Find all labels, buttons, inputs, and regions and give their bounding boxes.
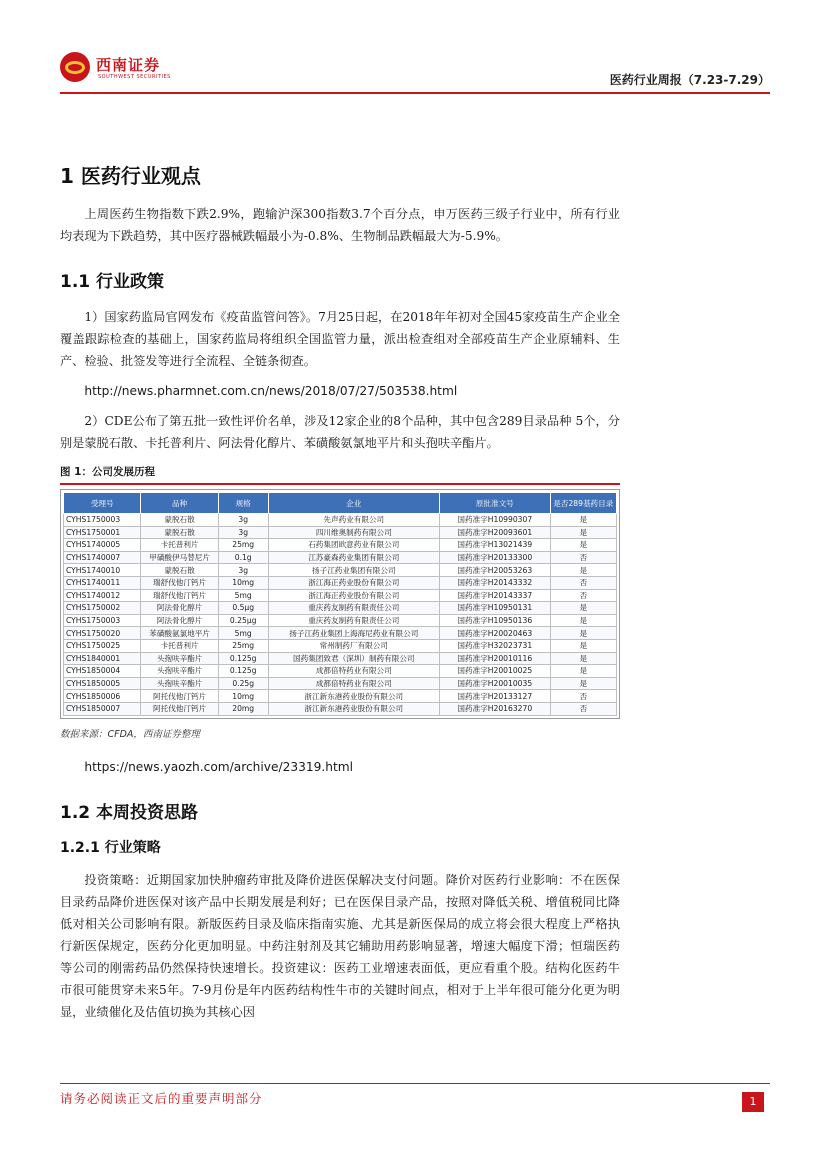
table-cell: 0.1g [218,551,268,564]
table-header-cell: 规格 [218,493,268,514]
table-cell: 国药准字H20143337 [440,589,551,602]
table-cell: 10mg [218,576,268,589]
table-cell: 是 [550,627,616,640]
table-cell: 是 [550,639,616,652]
table-cell: 国药准字H20163270 [440,702,551,715]
table-header-row [64,493,617,514]
table-cell: CYHS1750025 [64,639,141,652]
table-cell: 国药准字H10950136 [440,614,551,627]
table-row [64,514,617,527]
table-cell: 头孢呋辛酯片 [141,677,218,690]
table-cell: 国药准字H20143332 [440,576,551,589]
table-cell: 国药准字H20010025 [440,665,551,678]
table-header-cell: 原批准文号 [440,493,551,514]
table-cell: 成都倍特药业有限公司 [268,665,439,678]
table-row [64,602,617,615]
table-cell: 是 [550,602,616,615]
header-divider [60,92,770,94]
table-cell: 浙江新东港药业股份有限公司 [268,702,439,715]
table-cell: 四川维奥制药有限公司 [268,526,439,539]
logo-cn-text: 西南证券 [96,56,161,74]
table-cell: 国药集团致君（深圳）制药有限公司 [268,652,439,665]
table-cell: 3g [218,514,268,527]
footer-divider [60,1083,770,1084]
table-row [64,614,617,627]
table-cell: 常州制药厂有限公司 [268,639,439,652]
source-link-2[interactable]: https://news.yaozh.com/archive/23319.html [84,759,354,774]
table-cell: 25mg [218,539,268,552]
main-content [60,160,620,1023]
logo-en-text: SOUTHWEST SECURITIES [98,74,171,80]
table-row [64,665,617,678]
section-1-2-heading: 1.2 本周投资思路 [60,802,199,823]
table-cell: 国药准字H20053263 [440,564,551,577]
table-cell: 是 [550,514,616,527]
table-row [64,677,617,690]
table-cell: 国药准字H32023731 [440,639,551,652]
table-cell: 5mg [218,627,268,640]
table-cell: CYHS1750001 [64,526,141,539]
company-logo [60,52,190,86]
table-cell: CYHS1850004 [64,665,141,678]
table-cell: 国药准字H20010116 [440,652,551,665]
table-cell: 瑞舒伐他汀钙片 [141,576,218,589]
logo-mark-icon [60,52,90,82]
table-cell: 国药准字H10950131 [440,602,551,615]
table-header-cell: 是否289基药目录 [550,493,616,514]
table-cell: 阿托伐他汀钙片 [141,690,218,703]
table-cell: 0.25μg [218,614,268,627]
table-cell: 国药准字H20133300 [440,551,551,564]
table-cell: CYHS1750002 [64,602,141,615]
table-cell: 20mg [218,702,268,715]
table-cell: 浙江海正药业股份有限公司 [268,576,439,589]
table-cell: 0.5μg [218,602,268,615]
section-1-heading: 1 医药行业观点 [60,164,201,188]
policy-paragraph-1: 1）国家药监局官网发布《疫苗监管问答》。7月25日起，在2018年年初对全国45家疫苗生产企业全覆盖跟踪检查的基础上，国家药监局将组织全国监管力量，派出检查组对全部疫苗生产企业原辅料、生产、检验、批签发等进行全流程、全链条彻查。 [60,310,620,368]
table-header-cell: 企业 [268,493,439,514]
table-cell: 国药准字H20133127 [440,690,551,703]
section-1-paragraph: 上周医药生物指数下跌2.9%，跑输沪深300指数3.7个百分点，申万医药三级子行业中，所有行业均表现为下跌趋势，其中医疗器械跌幅最小为-0.8%、生物制品跌幅最大为-5.9%。 [60,207,620,243]
table-row [64,639,617,652]
table-cell: 国药准字H20020463 [440,627,551,640]
policy-paragraph-2: 2）CDE公布了第五批一致性评价名单，涉及12家企业的8个品种，其中包含289目录品种 5个，分别是蒙脱石散、卡托普利片、阿法骨化醇片、苯磺酸氨氯地平片和头孢呋辛酯片。 [60,414,620,450]
table-cell: CYHS1740007 [64,551,141,564]
table-cell: 蒙脱石散 [141,514,218,527]
table-cell: CYHS1850006 [64,690,141,703]
table-row [64,576,617,589]
table-row [64,627,617,640]
table-cell: 是 [550,677,616,690]
table-row [64,589,617,602]
table-row [64,652,617,665]
table-cell: 扬子江药业集团上海海尼药业有限公司 [268,627,439,640]
table-row [64,551,617,564]
table-cell: 浙江海正药业股份有限公司 [268,589,439,602]
table-cell: 阿法骨化醇片 [141,602,218,615]
table-cell: 25mg [218,639,268,652]
table-cell: 3g [218,564,268,577]
table-cell: 苯磺酸氨氯地平片 [141,627,218,640]
table-cell: 头孢呋辛酯片 [141,652,218,665]
table-cell: CYHS1750003 [64,614,141,627]
table-row [64,564,617,577]
table-row [64,702,617,715]
table-cell: 国药准字H13021439 [440,539,551,552]
table-cell: 卡托普利片 [141,539,218,552]
table-cell: 阿法骨化醇片 [141,614,218,627]
table-cell: 重庆药友制药有限责任公司 [268,614,439,627]
table-row [64,539,617,552]
table-cell: CYHS1850007 [64,702,141,715]
table-cell: 3g [218,526,268,539]
table-cell: 是 [550,614,616,627]
table-body [64,514,617,716]
source-link-1[interactable]: http://news.pharmnet.com.cn/news/2018/07/27/503538.html [84,384,458,398]
table-cell: 阿托伐他汀钙片 [141,702,218,715]
strategy-paragraph: 投资策略：近期国家加快肿瘤药审批及降价进医保解决支付问题。降价对医药行业影响：不在医保目录药品降价进医保对该产品中长期发展是利好；已在医保目录产品，按照对降低关税、增值税同比降低对相关公司影响有限。新版医药目录及临床指南实施、尤其是新医保局的成立将会很大程度上严格执行新医保规定，医药分化更加明显。中药注射剂及其它辅助用药影响显著，增速大幅度下滑；恒瑞医药等公司的刚需药品仍然保持快速增长。投资建议：医药工业增速表面低，更应看重个股。结构化医药牛市很可能贯穿未来5年。7-9月份是年内医药结构性牛市的关键时间点，相对于上半年很可能分化更为明显，业绩催化及估值切换为其核心因 [60,872,620,1019]
table-cell: 江苏豪森药业集团有限公司 [268,551,439,564]
page-number: 1 [742,1092,764,1112]
footer-disclaimer: 请务必阅读正文后的重要声明部分 [60,1091,263,1106]
table-cell: 否 [550,576,616,589]
section-1-1-heading: 1.1 行业政策 [60,272,165,292]
page-header [60,44,770,94]
table-cell: 0.125g [218,665,268,678]
table-cell: 否 [550,551,616,564]
section-1-2-1-heading: 1.2.1 行业策略 [60,839,161,856]
table-cell: 蒙脱石散 [141,526,218,539]
table-row [64,690,617,703]
table-cell: 是 [550,652,616,665]
table-cell: 国药准字H10990307 [440,514,551,527]
table-cell: 10mg [218,690,268,703]
table-header-cell: 受理号 [64,493,141,514]
table-cell: CYHS1850005 [64,677,141,690]
figure-1-table-frame [60,489,620,719]
table-cell: 是 [550,539,616,552]
table-cell: 成都倍特药业有限公司 [268,677,439,690]
table-cell: 石药集团欧意药业有限公司 [268,539,439,552]
figure-1-title: 图 1：公司发展历程 [60,464,620,485]
table-cell: 国药准字H20093601 [440,526,551,539]
table-cell: 瑞舒伐他汀钙片 [141,589,218,602]
table-cell: 是 [550,564,616,577]
table-cell: 先声药业有限公司 [268,514,439,527]
report-title: 医药行业周报（7.23-7.29） [609,73,770,87]
table-cell: 卡托普利片 [141,639,218,652]
table-cell: 否 [550,589,616,602]
table-cell: 否 [550,690,616,703]
table-cell: CYHS1740011 [64,576,141,589]
table-cell: 是 [550,526,616,539]
table-cell: 5mg [218,589,268,602]
table-cell: 国药准字H20010035 [440,677,551,690]
table-row [64,526,617,539]
table-cell: CYHS1750020 [64,627,141,640]
evaluation-list-table [63,492,617,716]
table-cell: 蒙脱石散 [141,564,218,577]
figure-1-source: 数据来源：CFDA，西南证券整理 [60,728,200,740]
table-cell: 头孢呋辛酯片 [141,665,218,678]
table-cell: 浙江新东港药业股份有限公司 [268,690,439,703]
table-cell: 是 [550,665,616,678]
table-cell: 扬子江药业集团有限公司 [268,564,439,577]
table-cell: CYHS1840001 [64,652,141,665]
table-cell: 甲磺酸伊马替尼片 [141,551,218,564]
table-cell: 0.25g [218,677,268,690]
table-cell: CYHS1740010 [64,564,141,577]
table-cell: 重庆药友制药有限责任公司 [268,602,439,615]
table-cell: CYHS1740005 [64,539,141,552]
table-cell: 0.125g [218,652,268,665]
table-cell: CYHS1750003 [64,514,141,527]
table-cell: CYHS1740012 [64,589,141,602]
table-cell: 否 [550,702,616,715]
table-header-cell: 品种 [141,493,218,514]
